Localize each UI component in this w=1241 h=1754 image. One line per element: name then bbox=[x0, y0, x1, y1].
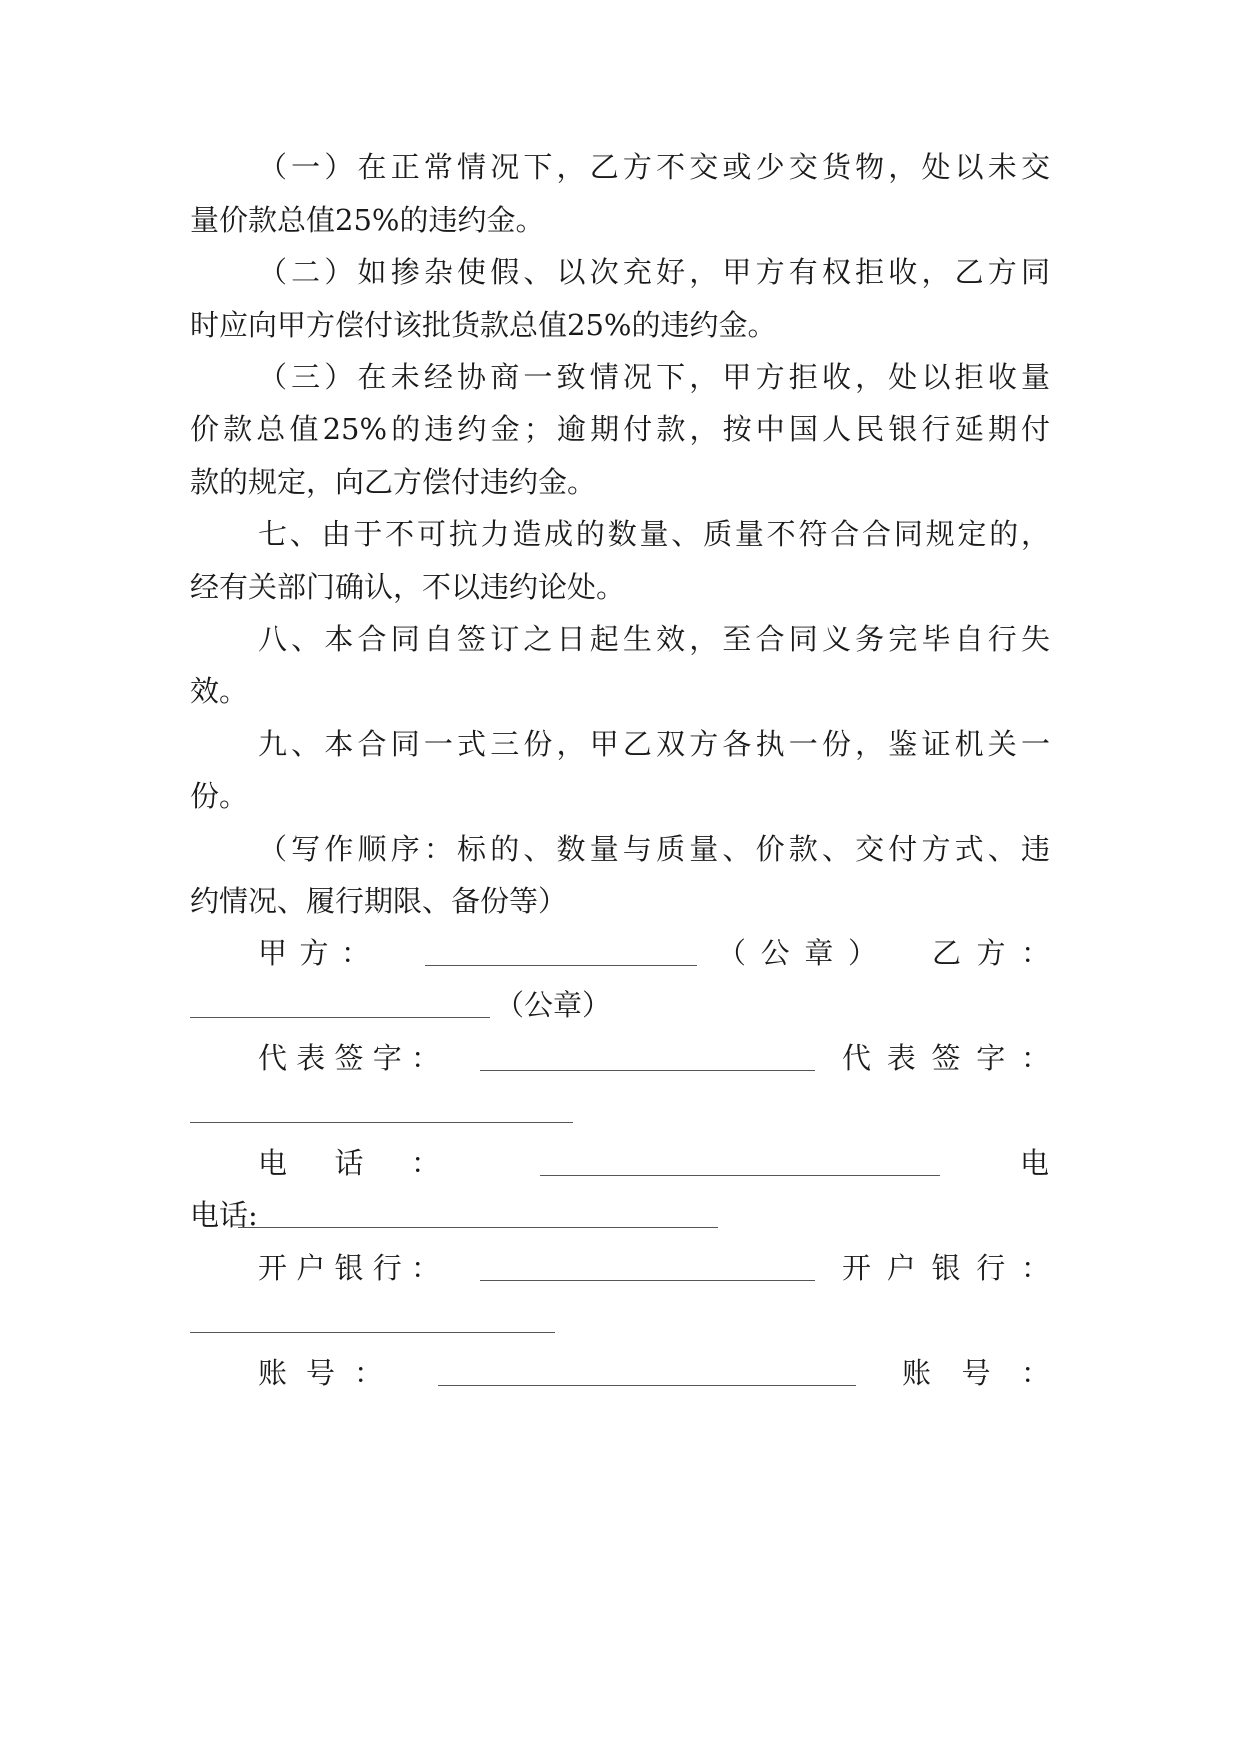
clause-8-line-1: 八、本合同自签订之日起生效，至合同义务完毕自行失 bbox=[258, 622, 1050, 656]
clause-1-line-1: （一）在正常情况下，乙方不交或少交货物，处以未交 bbox=[258, 150, 1050, 184]
clause-9-line-2: 份。 bbox=[190, 779, 249, 813]
account-a-label: 账号： bbox=[258, 1356, 383, 1390]
clause-3-line-2: 价款总值25%的违约金；逾期付款，按中国人民银行延期付 bbox=[190, 412, 1050, 446]
phone-b-label: 电话: bbox=[190, 1198, 258, 1232]
account-b-label: 账号： bbox=[902, 1356, 1050, 1390]
party-b-label: 乙方： bbox=[932, 936, 1050, 970]
clause-7-line-2: 经有关部门确认，不以违约论处。 bbox=[190, 570, 626, 604]
note-line-2: 约情况、履行期限、备份等） bbox=[190, 884, 568, 918]
document-page: （一）在正常情况下，乙方不交或少交货物，处以未交 量价款总值25%的违约金。 （二）如掺杂使假、以次充好，甲方有权拒收，乙方同 时应向甲方偿付该批货款总值25%的违约金。 （三）在未经协商一致情况下，甲方拒收，处以拒收量 价款总值25%的违约金；逾期付款，按中国人民银行延期付 款的规定，向乙方偿付违约金。 七、由于不可抗力造成的数量、质量不符合合同规定的， 经有关部门确认，不以违约论处。 八、本合同自签订之日起生效，至合同义务完毕自行失 效。 九、本合同一式三份，甲乙双方各执一份，鉴证机关一 份。 （写作顺序：标的、数量与质量、价款、交付方式、违 约情况、履行期限、备份等） 甲方： （公章） 乙方： （公章） 代表签字： 代表签字： 电话： 电 电话: 开户银行： 开户银行： 账号： 账号： bbox=[0, 0, 1241, 1754]
rep-a-label: 代表签字： bbox=[258, 1041, 440, 1075]
clause-7-line-1: 七、由于不可抗力造成的数量、质量不符合合同规定的， bbox=[258, 517, 1050, 551]
clause-1-line-2: 量价款总值25%的违约金。 bbox=[190, 203, 545, 237]
phone-a-label: 电话： bbox=[258, 1146, 440, 1180]
bank-b-field[interactable] bbox=[190, 1306, 555, 1333]
rep-b-label: 代表签字： bbox=[842, 1041, 1050, 1075]
clause-3-line-1: （三）在未经协商一致情况下，甲方拒收，处以拒收量 bbox=[258, 360, 1050, 394]
rep-b-field[interactable] bbox=[190, 1096, 573, 1123]
party-a-label: 甲方： bbox=[258, 936, 370, 970]
party-a-field[interactable] bbox=[425, 939, 697, 966]
bank-a-label: 开户银行： bbox=[258, 1251, 440, 1285]
phone-b-row bbox=[190, 1195, 1050, 1235]
account-a-field[interactable] bbox=[438, 1359, 856, 1386]
phone-a-field[interactable] bbox=[540, 1149, 940, 1176]
bank-b-label: 开户银行： bbox=[842, 1251, 1050, 1285]
clause-2-line-1: （二）如掺杂使假、以次充好，甲方有权拒收，乙方同 bbox=[258, 255, 1050, 289]
clause-9-line-1: 九、本合同一式三份，甲乙双方各执一份，鉴证机关一 bbox=[258, 727, 1050, 761]
party-b-seal: （公章） bbox=[495, 988, 612, 1022]
clause-8-line-2: 效。 bbox=[190, 674, 249, 708]
party-b-field[interactable] bbox=[190, 991, 490, 1018]
rep-a-field[interactable] bbox=[480, 1044, 815, 1071]
clause-3-line-3: 款的规定，向乙方偿付违约金。 bbox=[190, 465, 597, 499]
phone-b-field[interactable] bbox=[238, 1201, 718, 1228]
note-line-1: （写作顺序：标的、数量与质量、价款、交付方式、违 bbox=[258, 832, 1050, 866]
clause-2-line-2: 时应向甲方偿付该批货款总值25%的违约金。 bbox=[190, 308, 777, 342]
party-a-seal: （公章） bbox=[717, 936, 877, 970]
bank-a-field[interactable] bbox=[480, 1254, 815, 1281]
